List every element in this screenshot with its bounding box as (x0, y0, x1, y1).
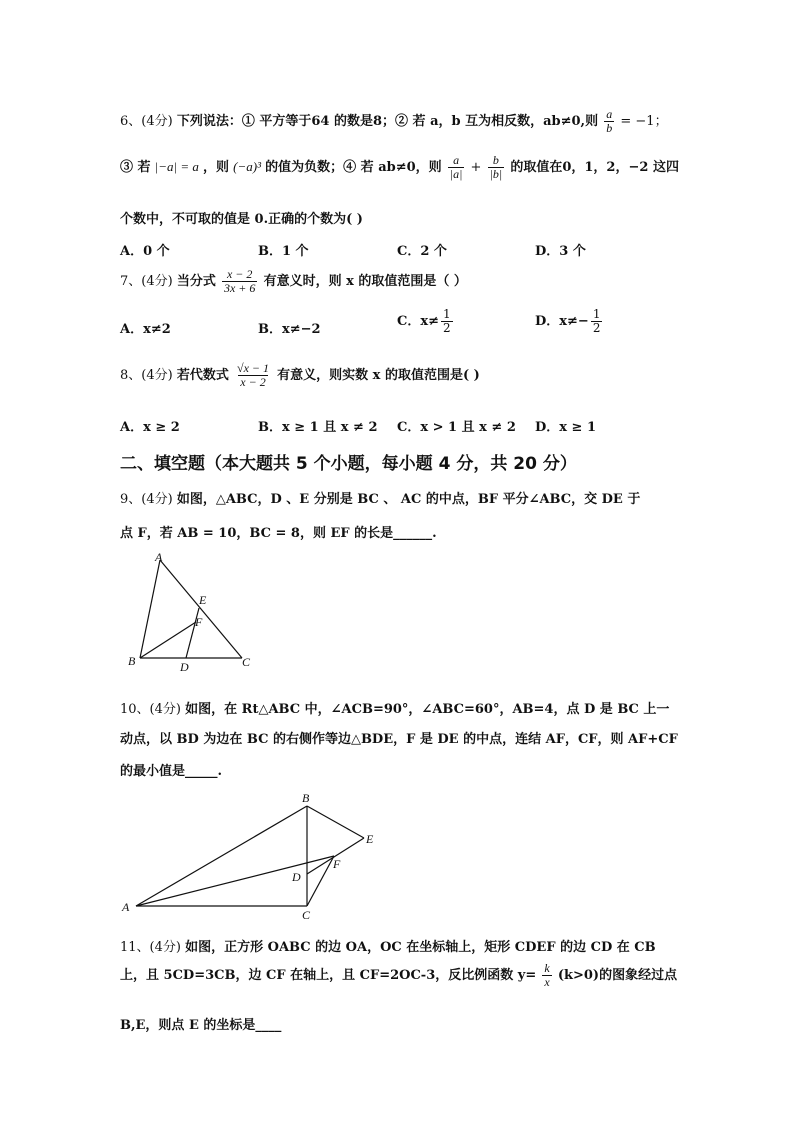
q6-f2-num: b (492, 153, 499, 167)
q6-number: 6、(4分) (120, 114, 173, 129)
q6-power-expr: (−a)³ (233, 159, 261, 174)
q6-option-d: D．3 个 (535, 244, 586, 259)
q11-number: 11、(4分) (120, 940, 181, 955)
q9-line2: 点 F，若 AB = 10，BC = 8，则 EF 的长是______. (120, 526, 437, 541)
q7-option-c (397, 308, 455, 335)
q7-option-d-label: D．x≠− (535, 314, 589, 329)
q6-line2 (120, 154, 679, 181)
q11-stem-2b: (k>0)的图象经过点 (557, 968, 678, 983)
q9-triangle-figure (120, 550, 270, 675)
q6-option-a: A．0 个 (120, 244, 170, 259)
q7-frac-den: 3x + 6 (223, 281, 256, 295)
q6-stem-2d: 的取值在0，1，2，−2 这四 (510, 160, 679, 175)
q10-label-b: B (302, 791, 310, 805)
q8-pre: 若代数式 (176, 368, 229, 383)
q10-line3: 的最小值是_____. (120, 764, 223, 779)
q7-stem (120, 268, 467, 295)
q10-triangle-figure (118, 790, 388, 920)
q7-option-b: B．x≠−2 (258, 322, 321, 337)
q7-post: 有意义时，则 x 的取值范围是（ ） (263, 274, 467, 289)
section-2-heading: 二、填空题（本大题共 5 个小题，每小题 4 分，共 20 分） (120, 454, 577, 474)
q11-line2 (120, 962, 677, 989)
q7-option-c-frac (441, 308, 453, 335)
q6-line3: 个数中，不可取的值是 0.正确的个数为( ) (120, 212, 363, 227)
q6-fraction-b-over-abs-b (488, 154, 505, 181)
q11-frac-num: k (544, 961, 550, 975)
q6-frac-num: a (606, 107, 613, 121)
q6-stem-1: 下列说法：① 平方等于64 的数是8；② 若 a，b 互为相反数，ab≠0,则 (176, 114, 599, 129)
q10-segment-be (307, 806, 364, 838)
q8-option-d: D．x ≥ 1 (535, 420, 597, 435)
q9-label-b: B (128, 654, 136, 668)
q6-option-b: B．1 个 (258, 244, 309, 259)
q9-label-a: A (155, 550, 163, 564)
q9-stem-1: 如图，△ABC，D 、E 分别是 BC 、 AC 的中点，BF 平分∠ABC，交 DE 于 (176, 492, 641, 507)
q7-pre: 当分式 (176, 274, 216, 289)
q7-d-den: 2 (592, 321, 601, 335)
q6-stem-2c: 的值为负数；④ 若 ab≠0，则 (265, 160, 442, 175)
q10-label-f: F (333, 857, 341, 871)
q10-label-c: C (302, 908, 311, 920)
q10-segment-af (136, 856, 334, 906)
q7-fraction (222, 268, 257, 295)
q9-label-d: D (180, 660, 189, 674)
q11-stem-1: 如图，正方形 OABC 的边 OA，OC 在坐标轴上，矩形 CDEF 的边 CD 在 CB (185, 940, 656, 955)
q6-plus: + (470, 160, 482, 175)
q6-fraction-a-over-abs-a (448, 154, 465, 181)
q11-line3: B,E，则点 E 的坐标是____ (120, 1018, 282, 1033)
q7-frac-num: x − 2 (226, 267, 253, 281)
q7-option-d (535, 308, 604, 335)
q8-number: 8、(4分) (120, 368, 173, 383)
q7-d-num: 1 (592, 307, 601, 321)
q11-fraction-k-over-x (542, 962, 551, 989)
q7-option-a: A．x≠2 (120, 322, 171, 337)
q9-segment-ac (160, 560, 242, 658)
q8-stem (120, 362, 480, 389)
q8-option-b: B．x ≥ 1 且 x ≠ 2 (258, 420, 378, 435)
q9-segment-ab (140, 560, 160, 658)
q9-number: 9、(4分) (120, 492, 173, 507)
q6-fraction-a-over-b (604, 108, 614, 135)
q9-line1 (120, 488, 640, 507)
q7-option-c-label: C．x≠ (397, 314, 439, 329)
q6-abs-expr: |−a| = a (154, 159, 199, 174)
q7-c-den: 2 (443, 321, 451, 335)
q10-number: 10、(4分) (120, 702, 181, 717)
q6-f1-num: a (453, 153, 460, 167)
q6-option-c: C．2 个 (397, 244, 447, 259)
q7-number: 7、(4分) (120, 274, 173, 289)
q11-stem-2a: 上，且 5CD=3CB，边 CF 在轴上，且 CF=2OC-3，反比例函数 y= (120, 968, 537, 983)
q6-f2-den: |b| (489, 167, 503, 181)
q9-label-c: C (242, 655, 251, 669)
q7-c-num: 1 (443, 307, 451, 321)
q8-frac-den: x − 2 (240, 375, 266, 389)
q10-label-d: D (292, 870, 301, 884)
q9-label-e: E (199, 593, 207, 607)
q6-frac-den: b (606, 121, 613, 135)
q6-stem-2b: ，则 (203, 160, 230, 175)
q10-label-e: E (366, 832, 374, 846)
q8-option-a: A．x ≥ 2 (120, 420, 180, 435)
q7-option-d-frac (591, 308, 603, 335)
q8-post: 有意义，则实数 x 的取值范围是( ) (277, 368, 480, 383)
q8-option-c: C．x > 1 且 x ≠ 2 (397, 420, 516, 435)
q11-line1 (120, 936, 656, 955)
q10-segment-cf (307, 856, 334, 906)
q10-stem-1: 如图，在 Rt△ABC 中，∠ACB=90°，∠ABC=60°，AB=4，点 D 是 BC 上一 (185, 702, 670, 717)
q8-fraction (235, 362, 271, 389)
q6-stem-1-tail: = −1； (620, 114, 668, 129)
q11-frac-den: x (544, 975, 550, 989)
q10-segment-ab (136, 806, 307, 906)
q10-line2: 动点，以 BD 为边在 BC 的右侧作等边△BDE，F 是 DE 的中点，连结 AF，CF，则 AF+CF (120, 732, 678, 747)
q9-label-f: F (195, 615, 203, 629)
q10-label-a: A (122, 900, 130, 914)
q6-f1-den: |a| (449, 167, 463, 181)
q6-line1 (120, 108, 668, 135)
q6-stem-2a: ③ 若 (120, 160, 151, 175)
q8-frac-num: √x − 1 (236, 361, 269, 375)
q10-line1 (120, 698, 669, 717)
